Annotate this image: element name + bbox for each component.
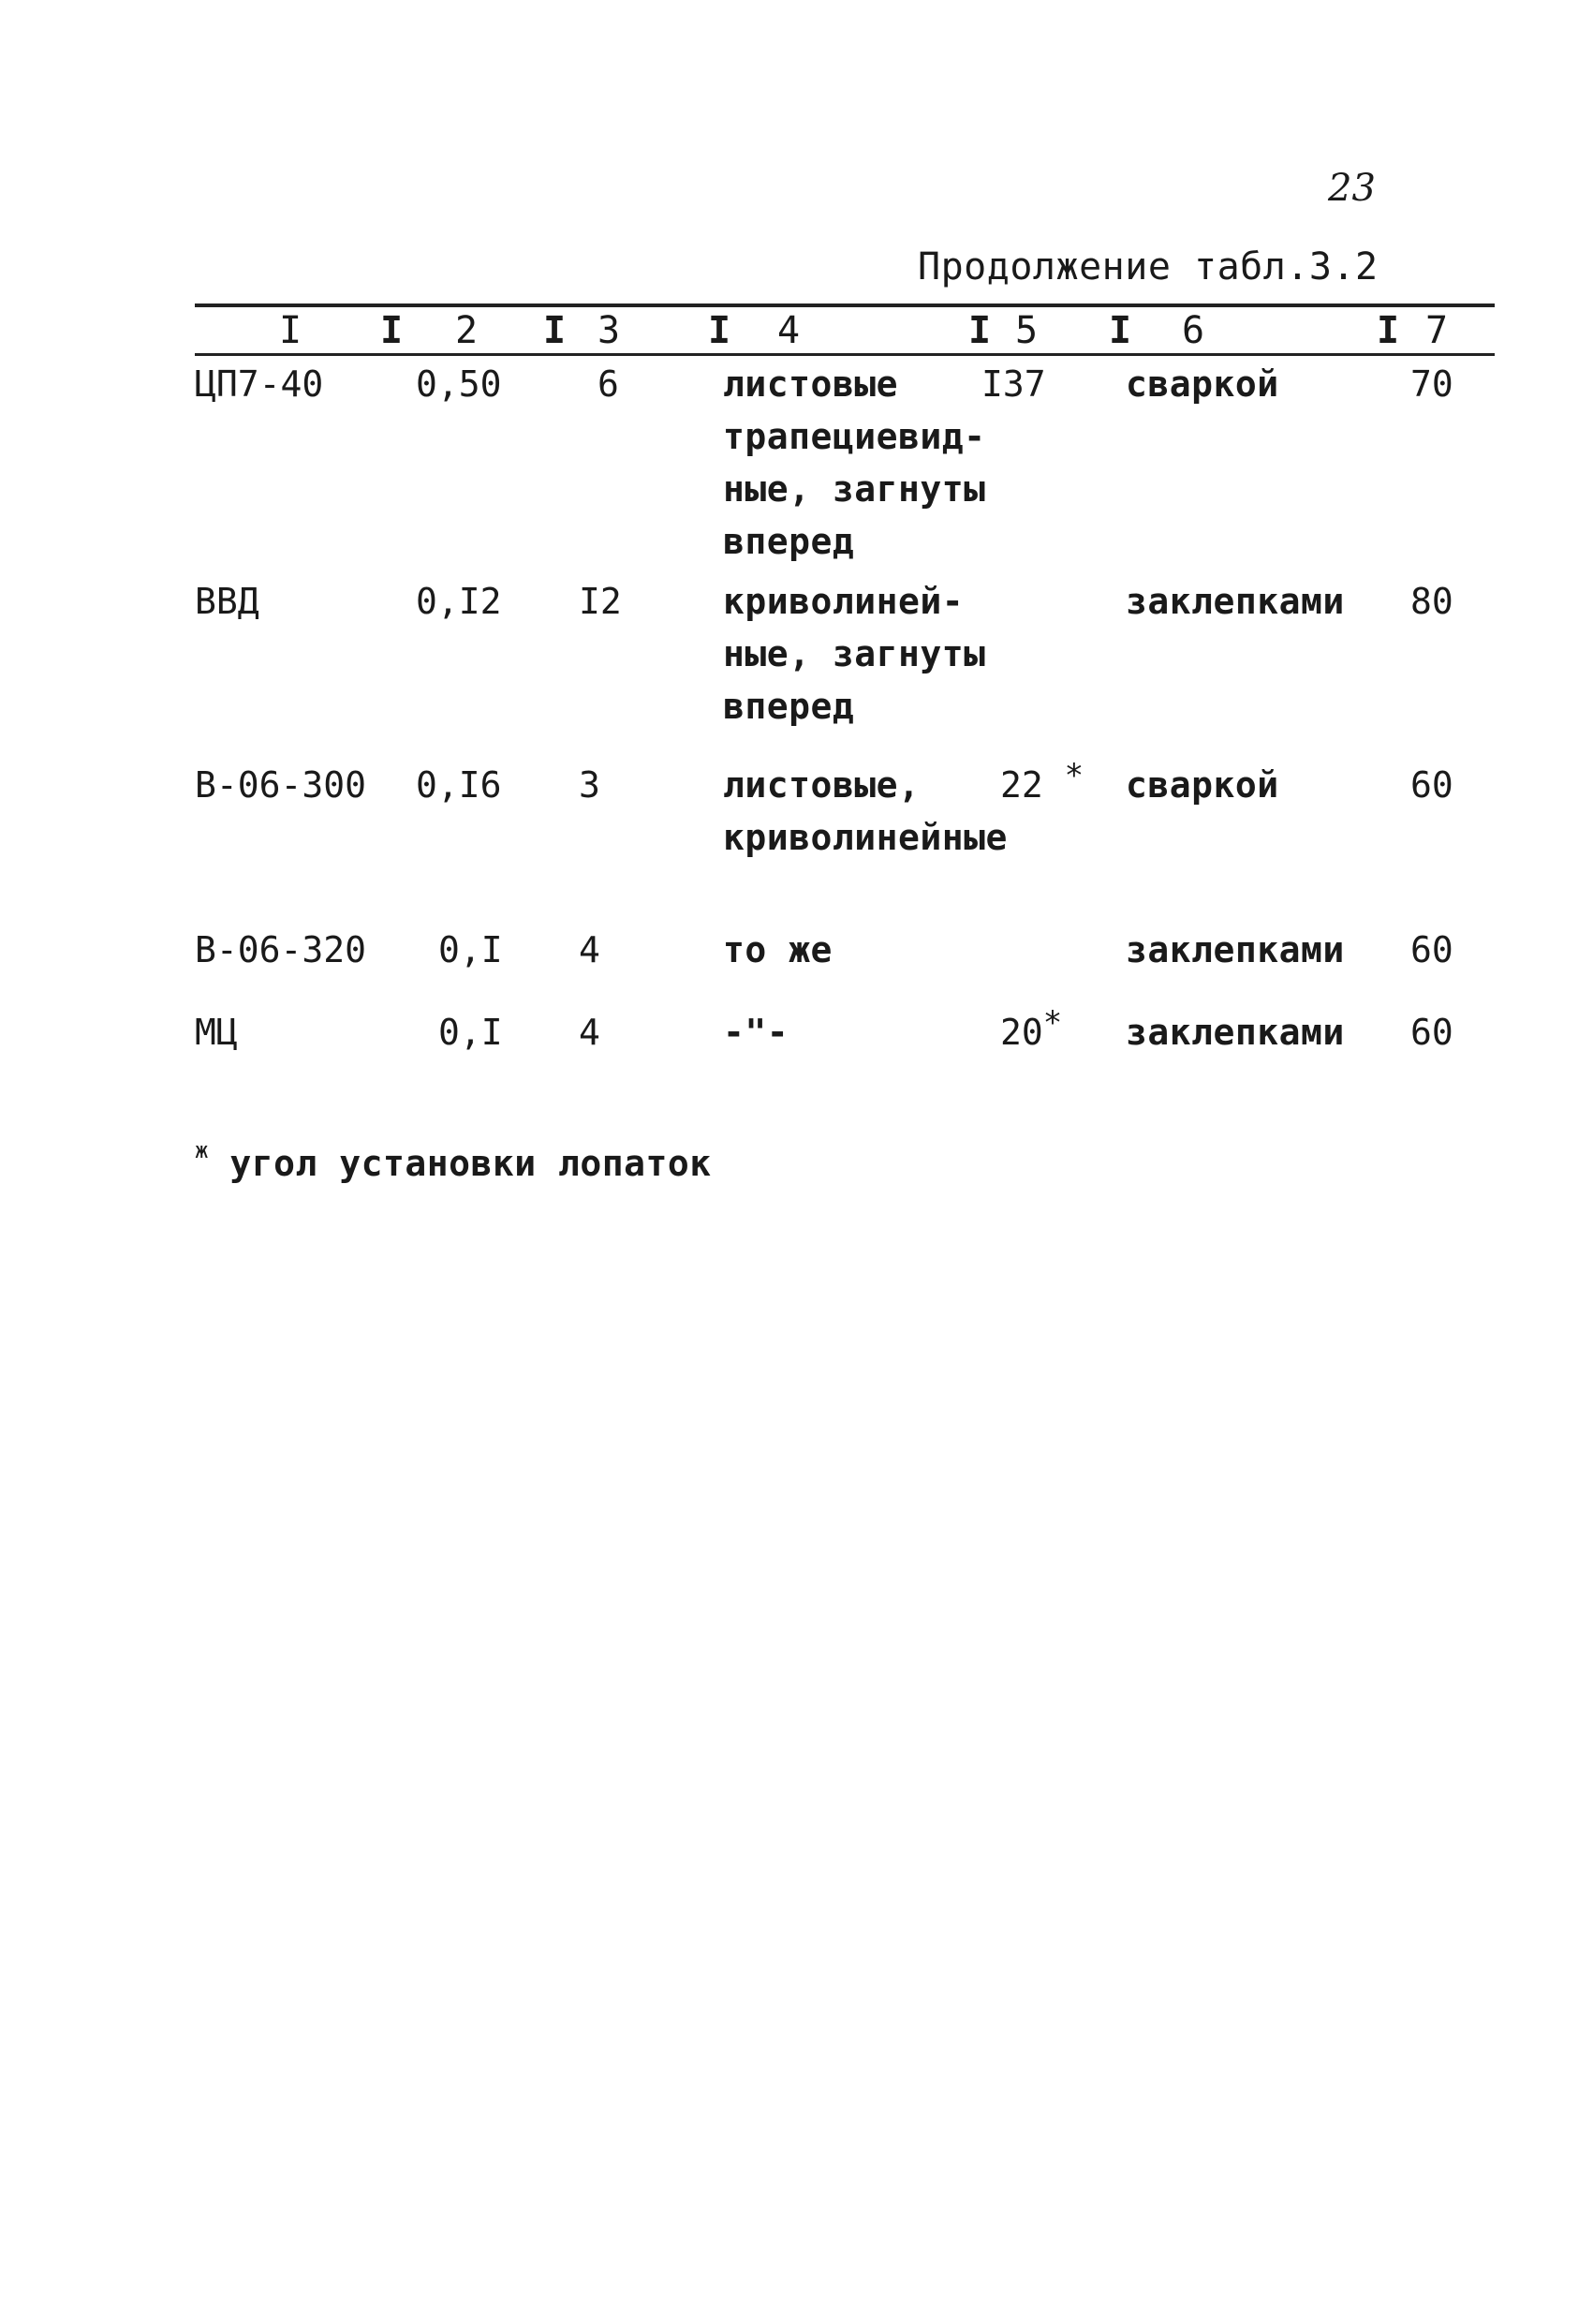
cell-col3: 6: [597, 363, 619, 405]
cell-col4-line: криволиней-: [723, 581, 965, 622]
cell-col4: [723, 924, 833, 976]
cell-col4-line: криволинейные: [723, 817, 1008, 858]
asterisk-mark: *: [1042, 1004, 1063, 1042]
table-caption: Продолжение табл.3.2: [918, 245, 1379, 289]
header-separator: I: [1377, 309, 1400, 352]
header-col-7: 7: [1425, 309, 1449, 352]
cell-col6: заклепками: [1126, 929, 1345, 970]
cell-col3: I2: [579, 581, 622, 622]
cell-col4: [723, 759, 1008, 864]
cell-col3: 3: [579, 764, 600, 806]
cell-col4: [723, 358, 986, 568]
cell-col7: 80: [1410, 581, 1453, 622]
table-header-row: [0, 309, 1593, 352]
cell-model: В-06-320: [195, 929, 367, 970]
cell-col4-line: листовые,: [723, 764, 921, 806]
header-col-5: 5: [1015, 309, 1039, 352]
header-separator: I: [1109, 309, 1132, 352]
cell-col4-line: трапециевид-: [723, 416, 986, 457]
cell-col7: 60: [1410, 929, 1453, 970]
cell-col4-line: вперед: [723, 686, 855, 727]
cell-col3: 4: [579, 929, 600, 970]
header-separator: I: [708, 309, 731, 352]
cell-col3: 4: [579, 1012, 600, 1053]
table-header-rule: [195, 353, 1495, 356]
cell-col6: заклепками: [1126, 1012, 1345, 1053]
cell-col4-line: -"-: [723, 1012, 789, 1053]
footnote-mark: ж: [195, 1137, 209, 1163]
cell-col2: 0,I6: [416, 764, 502, 806]
cell-col2: 0,I2: [416, 581, 502, 622]
cell-model: ВВД: [195, 581, 259, 622]
page-number: 23: [1328, 167, 1376, 210]
cell-col5: I37: [981, 363, 1046, 405]
cell-col4-line: то же: [723, 929, 833, 970]
cell-col7: 70: [1410, 363, 1453, 405]
header-col-1: I: [279, 309, 302, 352]
cell-col4-line: ные, загнуты: [723, 633, 986, 674]
footnote-text: угол установки лопаток: [229, 1143, 712, 1184]
header-separator: I: [543, 309, 567, 352]
cell-col4-line: ные, загнуты: [723, 468, 986, 510]
header-col-3: 3: [597, 309, 621, 352]
cell-col5: [1000, 1006, 1062, 1058]
cell-col2: 0,I: [438, 929, 503, 970]
cell-model: ЦП7-40: [195, 363, 324, 405]
cell-col6: заклепками: [1126, 581, 1345, 622]
cell-col5-value: 22: [1000, 764, 1065, 806]
cell-model: МЦ: [195, 1012, 238, 1053]
cell-col5-value: 20: [1000, 1012, 1043, 1053]
header-col-6: 6: [1182, 309, 1205, 352]
cell-col7: 60: [1410, 764, 1453, 806]
header-col-2: 2: [455, 309, 479, 352]
table-top-rule: [195, 303, 1495, 307]
cell-col6: сваркой: [1126, 764, 1279, 806]
cell-col4-line: вперед: [723, 521, 855, 562]
cell-col5: [1000, 759, 1084, 811]
header-separator: I: [968, 309, 992, 352]
cell-col4: [723, 575, 986, 733]
cell-col4: [723, 1006, 789, 1058]
cell-col4-line: листовые: [723, 363, 899, 405]
cell-col2: 0,50: [416, 363, 502, 405]
cell-model: В-06-300: [195, 764, 367, 806]
cell-col6: сваркой: [1126, 363, 1279, 405]
header-col-4: 4: [777, 309, 801, 352]
header-separator: I: [380, 309, 404, 352]
footnote: [195, 1137, 712, 1184]
cell-col2: 0,I: [438, 1012, 503, 1053]
cell-col7: 60: [1410, 1012, 1453, 1053]
asterisk-mark: *: [1064, 757, 1084, 794]
